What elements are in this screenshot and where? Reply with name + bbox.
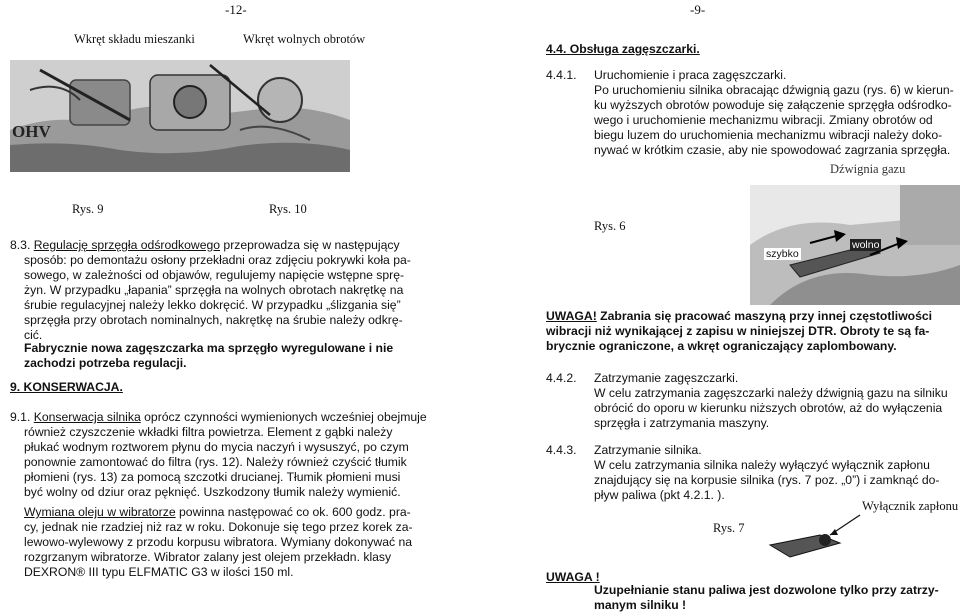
sub-4-4-2-line: W celu zatrzymania zagęszczarki należy dźwignią gazu na silniku <box>594 386 948 400</box>
vibrator-oil-line: DEXRON® III typu ELFMATIC G3 w ilości 150 ml. <box>24 565 294 579</box>
carburetor-photo <box>10 60 350 172</box>
section-9-1-number: 9.1. <box>10 410 31 424</box>
sub-4-4-1-line: nywać w krótkim czasie, aby nie spowodować zagrzania sprzęgła. <box>594 143 951 157</box>
section-8-3-bold-line: Fabrycznie nowa zagęszczarka ma sprzęgło wyregulowane i nie <box>24 341 394 355</box>
ignition-switch-figure <box>760 505 940 565</box>
section-8-3-line: sprzęgła przy obrotach nominalnych, nakrętkę na śrubie należy odkrę- <box>24 313 403 327</box>
section-9-1-first-line <box>10 410 427 425</box>
section-9-1-title-rest: oprócz czynności wymienionych wcześniej obejmuje <box>140 410 427 424</box>
mixture-screw-label: Wkręt składu mieszanki <box>74 32 195 46</box>
section-8-3-line: sowego, w zależności od objawów, regulujemy napięcie wstępne sprę- <box>24 268 405 282</box>
section-9-1-line: ponownie zamontować do filtra (rys. 12). Należy również czyścić tłumik <box>24 455 407 469</box>
warning1-text: Zabrania się pracować maszyną przy innej częstotliwości <box>596 309 933 323</box>
warning2-line: manym silniku ! <box>594 598 687 612</box>
sub-4-4-2-line: obrócić do oporu w kierunku niższych obrotów, aż do wyłączenia <box>594 401 943 415</box>
sub-4-4-1-number: 4.4.1. <box>546 68 577 82</box>
section-8-3-first-line <box>10 238 400 253</box>
vibrator-oil-title-rest: powinna następować co ok. 600 godz. pra- <box>175 505 411 519</box>
sub-4-4-2-number: 4.4.2. <box>546 371 577 385</box>
caption-ignition-switch: Wyłącznik zapłonu <box>862 499 959 513</box>
engine-brand-text: OHV <box>12 122 51 141</box>
sub-4-4-3-title: Zatrzymanie silnika. <box>594 443 702 457</box>
sub-4-4-3-line: znajdujący się na korpusie silnika (rys. 7 poz. „0”) i zamknąć do- <box>594 473 940 487</box>
warning1-line: brycznie ograniczone, a wkręt ograniczający zaplombowany. <box>546 339 897 353</box>
page-number-right: -9- <box>690 2 706 17</box>
section-8-3-title: Regulację sprzęgła odśrodkowego <box>33 238 221 252</box>
vibrator-oil-line: cy, jednak nie rzadziej niż raz w roku. Dokonuje się tego przez korek za- <box>24 520 413 534</box>
ignition-switch-illustration <box>760 505 940 565</box>
sub-4-4-2-title: Zatrzymanie zagęszczarki. <box>594 371 739 385</box>
sub-4-4-1-line: biegu luzem do uruchomienia mechanizmu wibracji należy doko- <box>594 128 943 142</box>
section-4-4-heading: 4.4. Obsługa zagęszczarki. <box>546 42 700 56</box>
sub-4-4-1-line: wego i uruchomienie mechanizmu wibracji. Zmiany obrotów od <box>594 113 933 127</box>
warning1-line: wibracji niż wynikającej z zapisu w niniejszej DTR. Obroty te są fa- <box>546 324 930 338</box>
section-8-3-line: śrubie regulacyjnej należy lekko dokręcić. W przypadku „ślizgania się” <box>24 298 401 312</box>
lever-slow-label: wolno <box>852 239 880 251</box>
warning1-label: UWAGA! <box>546 309 597 323</box>
vibrator-oil-line: lewowo-wylewowy z przodu korpusu wibratora. Wymiany dokonywać na <box>24 535 413 549</box>
sub-4-4-2-line: sprzęgła i zatrzymania maszyny. <box>594 416 770 430</box>
section-9-1-line: również czyszczenie wkładki filtra powietrza. Element z gąbki należy <box>24 425 393 439</box>
sub-4-4-3-number: 4.4.3. <box>546 443 577 457</box>
carburetor-illustration <box>10 60 350 172</box>
section-8-3-line: żyn. W przypadku „łapania” sprzęgła na wolnych obrotach nakrętkę na <box>24 283 404 297</box>
section-9-1-line: być wolny od dziur oraz pęknięć. Uszkodzony tłumik należy wymienić. <box>24 485 401 499</box>
section-8-3-bold-line: zachodzi potrzeba regulacji. <box>24 356 187 370</box>
caption-rys6: Rys. 6 <box>594 219 626 233</box>
warning1-line <box>546 309 932 324</box>
lever-fast-label: szybko <box>766 248 799 260</box>
warning2-label: UWAGA ! <box>546 570 600 584</box>
section-8-3-number: 8.3. <box>10 238 31 252</box>
section-9-heading: 9. KONSERWACJA. <box>10 380 123 394</box>
throttle-lever-photo <box>750 185 960 305</box>
sub-4-4-1-line: ku wyższych obrotów powoduje się załączenie sprzęgła odśrodko- <box>594 98 952 112</box>
sub-4-4-3-line: pływ paliwa (pkt 4.2.1. ). <box>594 488 725 502</box>
vibrator-oil-first-line <box>24 505 411 520</box>
section-8-3-title-rest: przeprowadza się w następujący <box>220 238 400 252</box>
vibrator-oil-line: rozgrzanym wibratorze. Wibrator zalany jest olejem przekładn. klasy <box>24 550 392 564</box>
warning2-line: Uzupełnianie stanu paliwa jest dozwolone tylko przy zatrzy- <box>594 583 939 597</box>
page-number-left: -12- <box>225 2 247 17</box>
section-8-3-line: cić. <box>24 328 43 342</box>
caption-rys9: Rys. 9 <box>72 202 104 216</box>
sub-4-4-3-line: W celu zatrzymania silnika należy wyłączyć wyłącznik zapłonu <box>594 458 930 472</box>
caption-rys7: Rys. 7 <box>713 521 745 535</box>
idle-screw-label: Wkręt wolnych obrotów <box>243 32 366 46</box>
sub-4-4-1-title: Uruchomienie i praca zagęszczarki. <box>594 68 787 82</box>
vibrator-oil-title: Wymiana oleju w wibratorze <box>24 505 176 519</box>
section-9-1-title: Konserwacja silnika <box>33 410 141 424</box>
section-9-1-line: płomieni (rys. 13) za pomocą szczotki drucianej. Tłumik płomieni musi <box>24 470 401 484</box>
caption-rys10: Rys. 10 <box>269 202 307 216</box>
sub-4-4-1-line: Po uruchomieniu silnika obracając dźwignią gazu (rys. 6) w kierun- <box>594 83 954 97</box>
caption-throttle-lever: Dźwignia gazu <box>830 162 906 176</box>
section-9-1-line: płukać wodnym roztworem płynu do mycia naczyń i wysuszyć, po czym <box>24 440 409 454</box>
section-8-3-line: sposób: po demontażu osłony przekładni oraz zdjęciu pokrywki koła pa- <box>24 253 411 267</box>
